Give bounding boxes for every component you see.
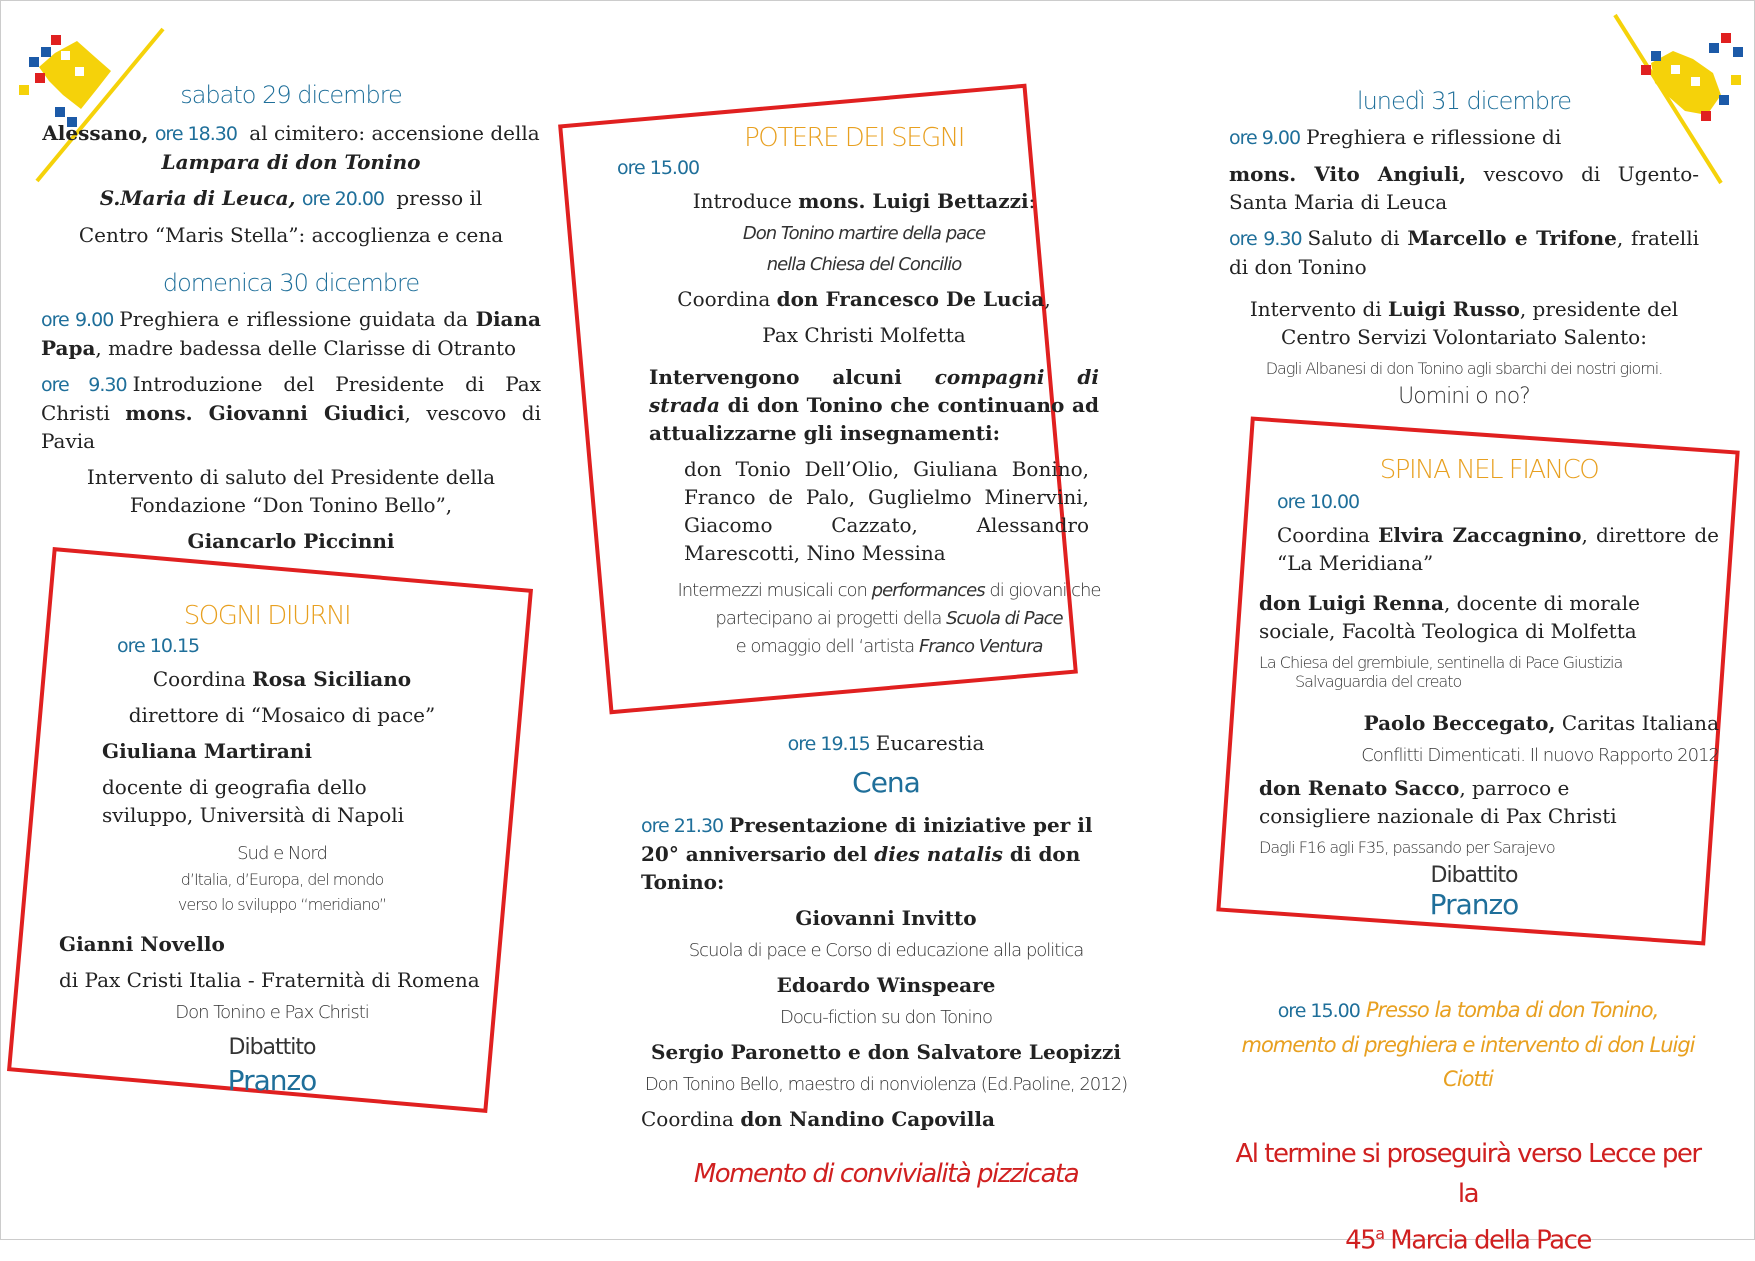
- name: Sergio Paronetto e don Salvatore Leopizzi: [651, 1040, 1121, 1064]
- sun-item-3-name: [41, 527, 541, 555]
- right-column: [1229, 87, 1699, 409]
- topic-2: Don Tonino e Pax Christi: [175, 1002, 369, 1023]
- sat-item-3: Centro “Maris Stella”: accoglienza e cena: [78, 223, 504, 247]
- speaker-1: [102, 737, 477, 765]
- music-note: [659, 577, 1119, 661]
- mon-item-1-name: [1229, 160, 1699, 216]
- text: Coordina: [1277, 523, 1379, 547]
- name: mons. Vito Angiuli,: [1229, 162, 1467, 186]
- eucharist: [641, 729, 1131, 758]
- text: Intermezzi musicali con: [677, 580, 872, 601]
- time: ore 10.00: [1277, 491, 1360, 513]
- time: ore 19.15: [787, 733, 870, 755]
- afternoon-note: [1233, 993, 1703, 1096]
- time: ore 9.00: [1229, 127, 1301, 149]
- time: ore 18.30: [154, 123, 237, 145]
- em: dies natalis: [874, 842, 1003, 866]
- debate: Dibattito: [228, 1035, 316, 1060]
- speaker-3-topic: Dagli F16 agli F35, passando per Sarajevo: [1259, 838, 1555, 857]
- intervention-intro: [649, 363, 1099, 447]
- text: Marcia della Pace: [1383, 1225, 1591, 1256]
- text: :: [1028, 189, 1036, 213]
- name: don Francesco De Lucia: [776, 287, 1045, 311]
- name: Giovanni Invitto: [795, 906, 977, 930]
- speaker-2: [1259, 709, 1719, 737]
- text: Saluto di: [1307, 226, 1408, 250]
- section-title: SPINA NEL FIANCO: [1379, 455, 1599, 485]
- section-title: POTERE DEI SEGNI: [744, 123, 964, 153]
- number: 45: [1345, 1225, 1376, 1256]
- text: vescovo di Ugento-Santa Maria di Leuca: [1229, 162, 1699, 214]
- text: Preghiera e riflessione guidata da: [119, 307, 476, 331]
- ordinal: a: [1375, 1224, 1384, 1243]
- final-note: [1233, 1134, 1703, 1261]
- sun-item-2: [41, 370, 541, 455]
- em: compagni di strada: [649, 365, 1099, 417]
- box-sogni-diurni: [57, 601, 480, 1097]
- text: e omaggio dell ‘artista: [735, 636, 919, 657]
- name: Rosa Siciliano: [252, 667, 412, 691]
- name: mons. Giovanni Giudici: [125, 401, 405, 425]
- box-potere-dei-segni: [619, 123, 1109, 661]
- text: , vescovo di Pavia: [41, 401, 541, 453]
- text: Coordina: [152, 667, 253, 691]
- debate: Dibattito: [1430, 863, 1518, 888]
- em: Franco Ventura: [918, 636, 1043, 657]
- coordinator: [87, 665, 477, 693]
- text: al cimitero: accensione della: [242, 121, 540, 145]
- text: Presso la tomba di don Tonino, momento di preghiera e intervento di don Luigi Ciotti: [1241, 998, 1695, 1091]
- name: don Nandino Capovilla: [740, 1107, 995, 1131]
- name: Paolo Beccegato,: [1363, 711, 1556, 735]
- name: Gianni Novello: [59, 932, 225, 956]
- closing-note: [641, 1159, 1131, 1189]
- name: Elvira Zaccagnino: [1378, 523, 1582, 547]
- introducer: [619, 187, 1109, 215]
- day-monday: lunedì 31 dicembre: [1356, 87, 1572, 115]
- topic-b: nella Chiesa del Concilio: [766, 254, 962, 275]
- time: ore 21.30: [641, 815, 724, 837]
- presenter-3-topic: Don Tonino Bello, maestro di nonviolenza (Ed.Paoline, 2012): [644, 1074, 1128, 1095]
- mon-item-3: [1229, 295, 1699, 351]
- text: ,: [1044, 287, 1051, 311]
- presenter-1: [641, 904, 1131, 932]
- speaker-2-topic: Conflitti Dimenticati. Il nuovo Rapporto 2012: [1361, 745, 1719, 766]
- text: Intervento di: [1249, 297, 1389, 321]
- presenter-2: [641, 971, 1131, 999]
- day-sunday: domenica 30 dicembre: [162, 269, 420, 297]
- name: Luigi Russo: [1388, 297, 1520, 321]
- name: Edoardo Winspeare: [776, 973, 996, 997]
- sun-item-3: Intervento di saluto del Presidente della Fondazione “Don Tonino Bello”,: [86, 465, 496, 517]
- intervention-names: don Tonio Dell’Olio, Giuliana Bonino, Franco de Palo, Guglielmo Minervini, Giacomo Cazzato, Alessandro Marescotti, Nino Messina: [684, 457, 1089, 565]
- name: don Luigi Renna: [1259, 591, 1444, 615]
- time: ore 9.30: [41, 374, 127, 396]
- text: Introduce: [692, 189, 799, 213]
- em: performances: [871, 580, 985, 601]
- day-saturday: sabato 29 dicembre: [180, 81, 402, 109]
- name: Giancarlo Piccinni: [187, 529, 395, 553]
- name: Marcello e Trifone: [1407, 226, 1617, 250]
- lampara: Lampara di don Tonino: [161, 150, 421, 174]
- text: Eucarestia: [875, 731, 985, 755]
- text: Intervengono alcuni: [649, 365, 935, 389]
- presenter-3: [641, 1038, 1131, 1066]
- mon-item-2: [1229, 224, 1699, 281]
- center-evening: [641, 729, 1131, 1189]
- text: Coordina: [641, 1107, 741, 1131]
- coordinator-org: Pax Christi Molfetta: [762, 323, 966, 347]
- speaker-1-role: docente di geografia dello sviluppo, Università di Napoli: [102, 775, 405, 827]
- text: , docente di morale sociale, Facoltà Teologica di Molfetta: [1259, 591, 1640, 643]
- time: ore 10.15: [117, 635, 200, 657]
- speaker-1-topic-b: Salvaguardia del creato: [1295, 672, 1462, 691]
- time: ore 15.00: [617, 157, 700, 179]
- section-title: SOGNI DIURNI: [183, 601, 351, 631]
- speaker-3: [1259, 774, 1669, 830]
- topic-a: Don Tonino martire della pace: [742, 223, 986, 244]
- mon-item-3-question: Uomini o no?: [1398, 384, 1530, 409]
- text: , direttore de “La Meridiana”: [1277, 523, 1719, 575]
- text: presso il: [390, 186, 483, 210]
- text: , parroco e consigliere nazionale di Pax Christi: [1259, 776, 1617, 828]
- time: ore 20.00: [301, 188, 385, 210]
- topic-1a: Sud e Nord: [237, 843, 327, 864]
- presenter-1-topic: Scuola di pace e Corso di educazione alla politica: [688, 940, 1084, 961]
- text: Al termine si proseguirà verso Lecce per la: [1235, 1139, 1701, 1209]
- text: Caritas Italiana: [1555, 711, 1719, 735]
- name: Giuliana Martirani: [102, 739, 312, 763]
- time: ore 9.00: [41, 309, 114, 331]
- coordinator-role: direttore di “Mosaico di pace”: [128, 703, 436, 727]
- mon-item-3-topic: Dagli Albanesi di don Tonino agli sbarchi dei nostri giorni.: [1265, 359, 1663, 378]
- lunch: Pranzo: [1429, 888, 1519, 921]
- time: ore 9.30: [1229, 228, 1302, 250]
- speaker-1-topic-a: La Chiesa del grembiule, sentinella di Pace Giustizia: [1259, 653, 1623, 672]
- coordinator: [619, 285, 1109, 313]
- speaker-1: [1259, 589, 1719, 645]
- text: di don Tonino:: [641, 842, 1081, 894]
- place-leuca: S.Maria di Leuca,: [99, 186, 296, 210]
- text: Preghiera e riflessione di: [1306, 125, 1562, 149]
- text: di don Tonino che continuano ad attualizzarne gli insegnamenti:: [649, 393, 1099, 445]
- place-alessano: Alessano,: [42, 121, 149, 145]
- text: Coordina: [677, 287, 777, 311]
- sun-item-1: [41, 305, 541, 362]
- topic-1c: verso lo sviluppo “meridiano”: [177, 895, 387, 914]
- name: don Renato Sacco: [1259, 776, 1460, 800]
- text: Introduzione del Presidente di Pax Christi: [41, 372, 541, 425]
- right-afternoon: [1233, 993, 1703, 1261]
- speaker-2: [59, 930, 477, 958]
- lunch: Pranzo: [227, 1064, 317, 1097]
- time: ore 15.00: [1277, 1000, 1360, 1022]
- dinner: Cena: [852, 766, 920, 799]
- text: , presidente del Centro Servizi Volontariato Salento:: [1281, 297, 1679, 349]
- text: di giovani che partecipano ai progetti della: [715, 580, 1101, 629]
- coordinator: [641, 1105, 1131, 1133]
- mon-item-1: [1229, 123, 1699, 152]
- box-spina-nel-fianco: [1259, 455, 1719, 921]
- em: Scuola di Pace: [946, 608, 1063, 629]
- text: , madre badessa delle Clarisse di Otranto: [95, 336, 517, 360]
- sat-item-1: [41, 119, 541, 176]
- name: Diana Papa: [41, 307, 541, 360]
- left-column: [41, 81, 541, 563]
- topic-1b: d’Italia, d’Europa, del mondo: [180, 870, 384, 889]
- text: , fratelli di don Tonino: [1229, 226, 1699, 279]
- presentation: [641, 811, 1131, 896]
- speaker-2-role: di Pax Cristi Italia - Fraternità di Romena: [59, 968, 480, 992]
- sat-item-2: [41, 184, 541, 213]
- text: Momento di convivialità: [693, 1159, 978, 1189]
- text: Presentazione di iniziative per il 20° anniversario del: [641, 813, 1093, 866]
- coordinator: [1277, 521, 1719, 577]
- name: mons. Luigi Bettazzi: [798, 189, 1029, 213]
- em: pizzicata: [977, 1159, 1079, 1189]
- presenter-2-topic: Docu-fiction su don Tonino: [780, 1007, 992, 1028]
